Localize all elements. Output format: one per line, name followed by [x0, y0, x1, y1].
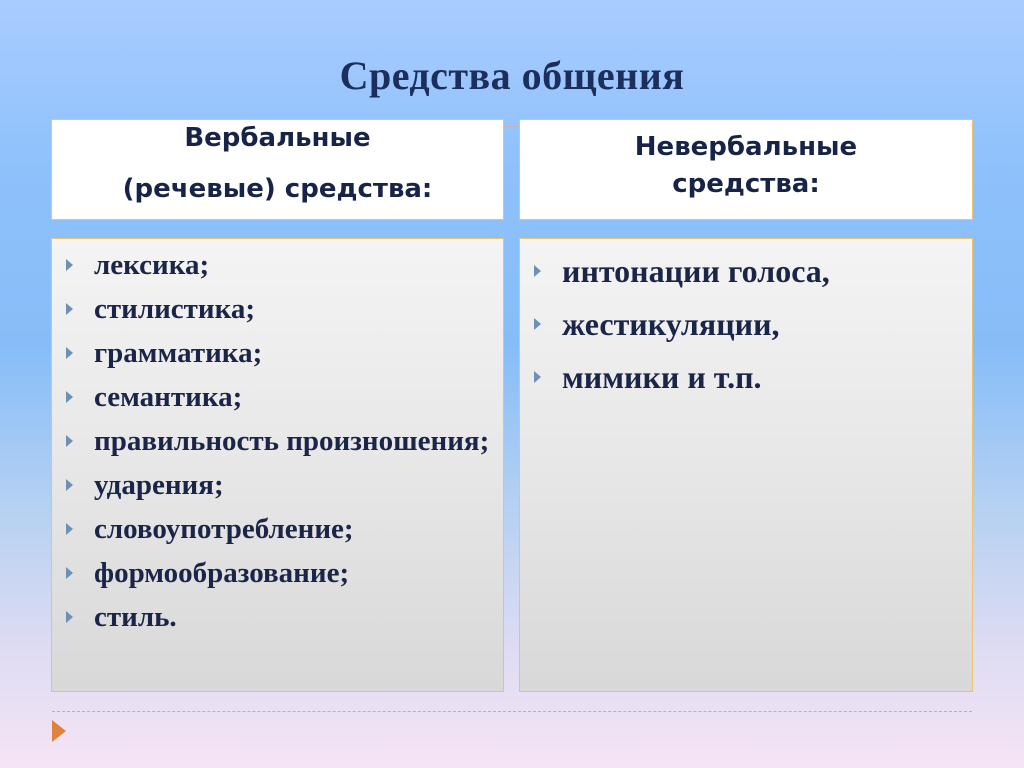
triangle-bullet-icon	[66, 435, 73, 447]
slide-title: Средства общения	[339, 53, 685, 98]
nonverbal-header-box	[519, 119, 973, 220]
verbal-list	[52, 239, 503, 634]
list-item: стиль.	[52, 600, 503, 634]
verbal-header-line2: (речевые) средства:	[122, 174, 433, 204]
nonverbal-list	[520, 239, 972, 396]
list-item: грамматика;	[52, 336, 503, 370]
list-item: интонации голоса,	[520, 252, 972, 290]
list-item: ударения;	[52, 468, 503, 502]
triangle-bullet-icon	[534, 371, 541, 383]
list-item: стилистика;	[52, 292, 503, 326]
triangle-bullet-icon	[66, 611, 73, 623]
triangle-bullet-icon	[66, 303, 73, 315]
list-item: жестикуляции,	[520, 305, 972, 343]
next-arrow-icon[interactable]	[52, 720, 66, 742]
list-item: формообразование;	[52, 556, 503, 590]
bottom-divider	[52, 711, 972, 712]
triangle-bullet-icon	[534, 318, 541, 330]
list-item: правильность произношения;	[52, 424, 503, 458]
verbal-header-line1: Вербальные	[184, 123, 371, 153]
nonverbal-header-line1: Невербальные	[634, 132, 858, 162]
list-item: словоупотребление;	[52, 512, 503, 546]
list-item: мимики и т.п.	[520, 358, 972, 396]
list-item: семантика;	[52, 380, 503, 414]
triangle-bullet-icon	[66, 567, 73, 579]
triangle-bullet-icon	[66, 479, 73, 491]
triangle-bullet-icon	[66, 259, 73, 271]
verbal-list-box	[51, 238, 504, 692]
triangle-bullet-icon	[66, 347, 73, 359]
nonverbal-header-line2: средства:	[672, 169, 820, 199]
triangle-bullet-icon	[66, 523, 73, 535]
list-item: лексика;	[52, 248, 503, 282]
triangle-bullet-icon	[534, 265, 541, 277]
nonverbal-list-box	[519, 238, 973, 692]
triangle-bullet-icon	[66, 391, 73, 403]
verbal-header-box	[51, 119, 504, 220]
